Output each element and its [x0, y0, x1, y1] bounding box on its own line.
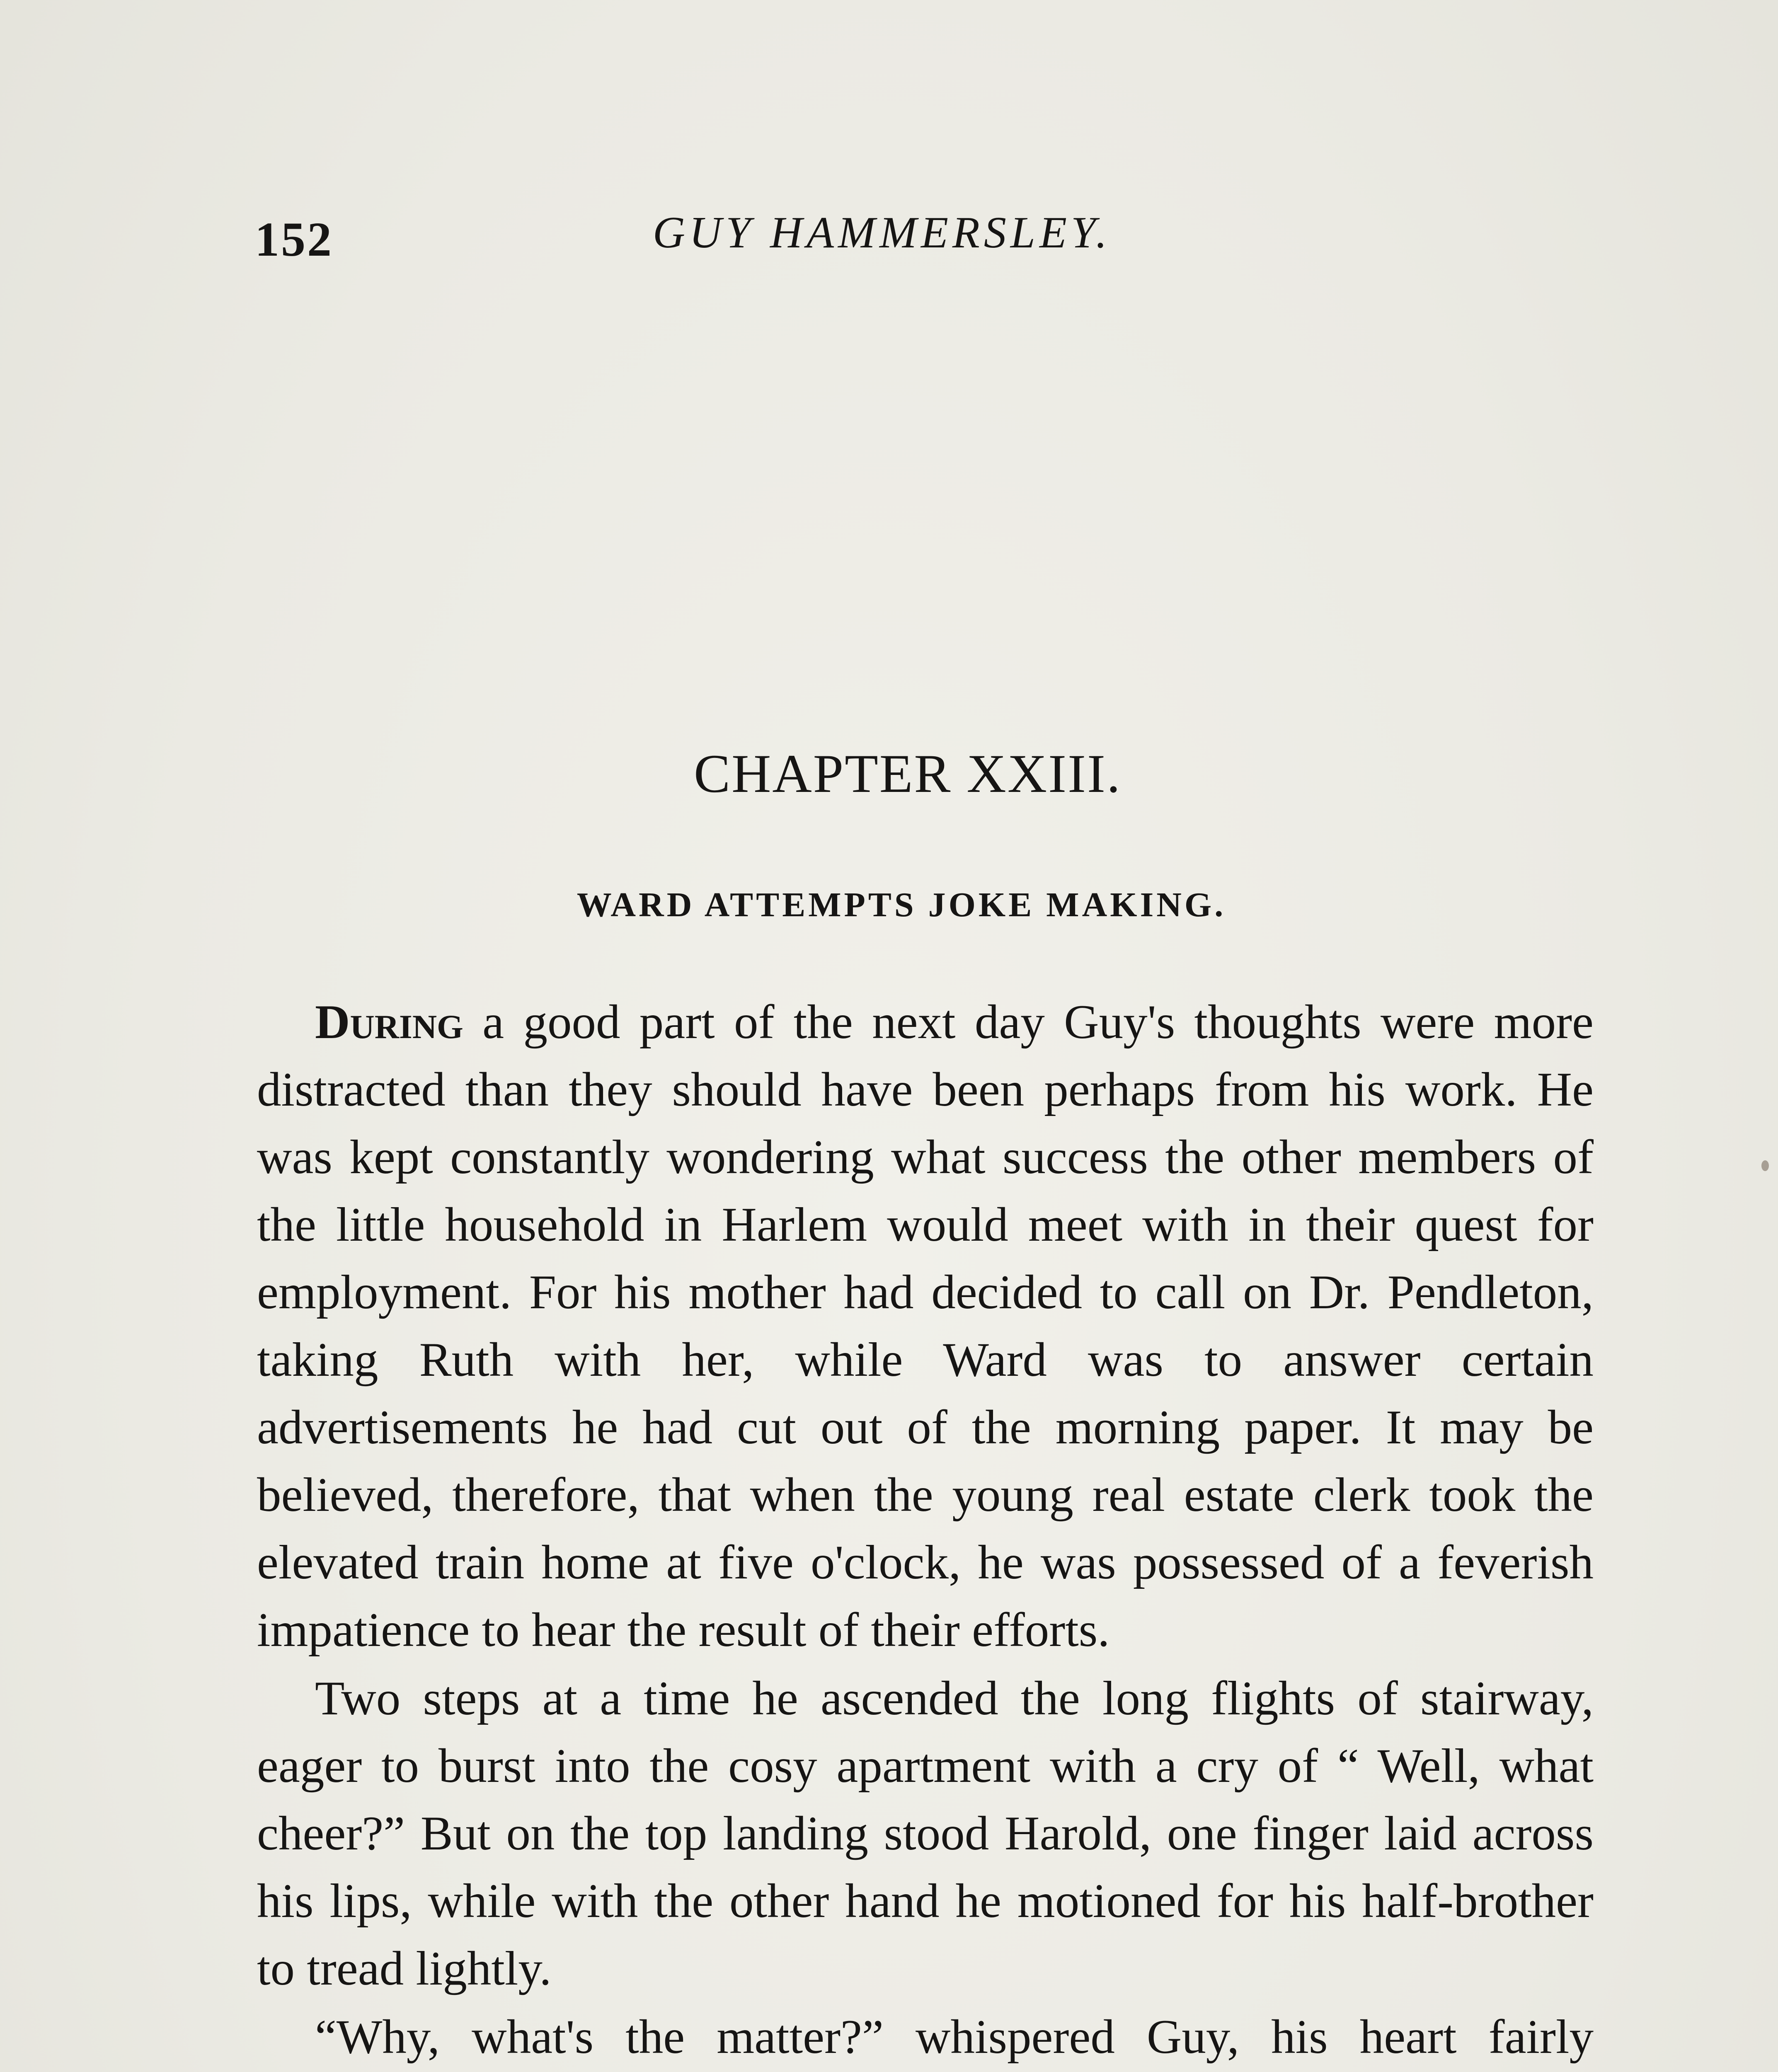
paragraph-text: a good part of the next day Guy's thoughts were more distracted than they should have been perhaps from his work. He was kept constantly wondering what success the other members of the little household in Harlem would meet with in their quest for employment. For his mother had decided to call on Dr. Pendleton, taking Ruth with her, while Ward was to answer certain advertisements he had cut out of the morning paper. It may be believed, therefore, that when the young real estate clerk took the elevated train home at five o'clock, he was possessed of a feverish impatience to hear the result of their efforts.	[257, 995, 1594, 1657]
chapter-heading: CHAPTER XXIII.	[694, 743, 1122, 804]
paragraph: “Why, what's the matter?” whispered Guy, his heart fairly	[315, 2010, 1594, 2064]
paragraph: Two steps at a time he ascended the long flights of stairway, eager to burst into the cosy apartment with a cry of “ Well, what cheer?” But on the top landing stood Harold, one finger laid across his lips, while with the other hand he motioned for his half-brother to tread lightly.	[257, 1672, 1594, 1995]
chapter-subtitle: WARD ATTEMPTS JOKE MAKING.	[577, 886, 1226, 924]
paragraph	[257, 988, 1594, 1664]
running-head	[255, 207, 1594, 274]
drop-lead-word: During	[315, 995, 463, 1049]
page-number: 152	[255, 212, 333, 266]
chapter-body	[257, 988, 1594, 2072]
paper-speck	[1761, 1160, 1769, 1171]
book-title: GUY HAMMERSLEY.	[653, 208, 1112, 257]
